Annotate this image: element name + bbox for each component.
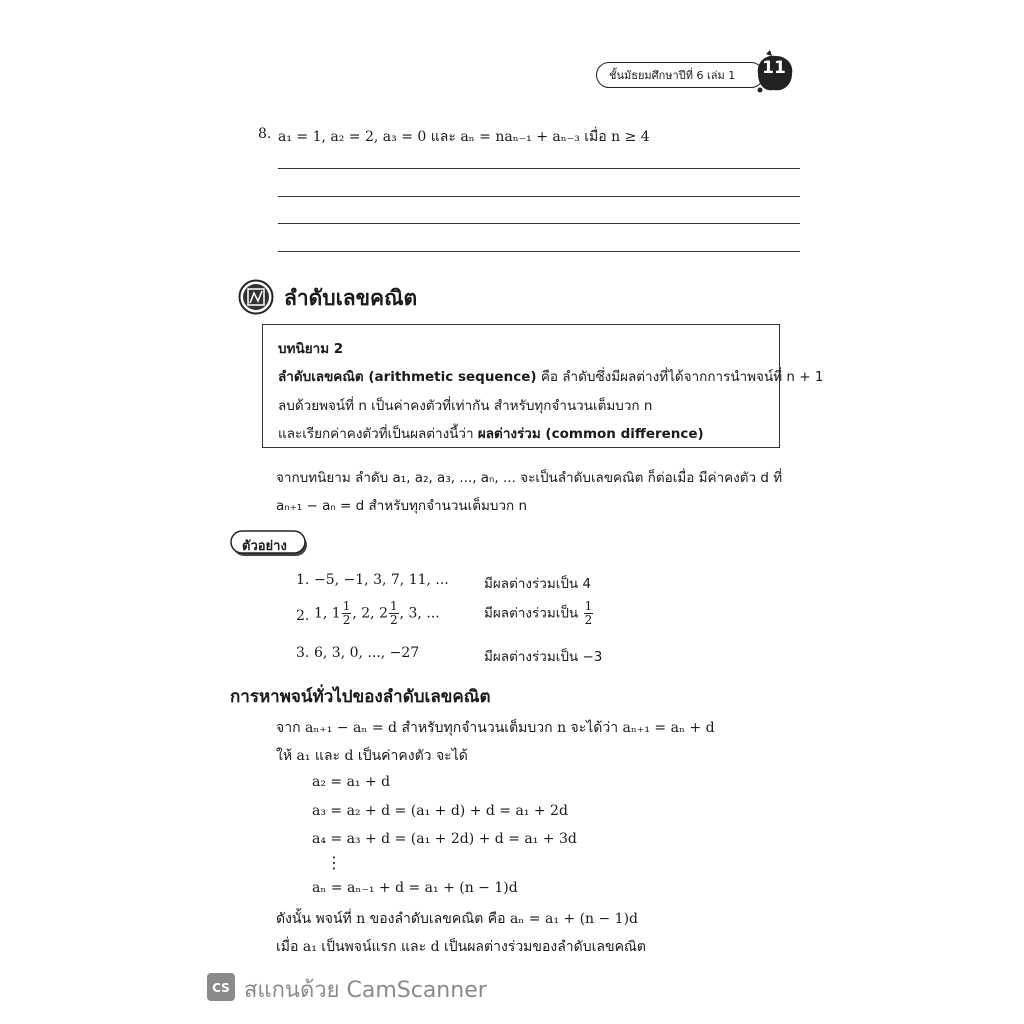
definition-line-3 <box>278 422 704 444</box>
example-number: 2. <box>296 608 310 624</box>
page-number: 11 <box>762 58 786 78</box>
definition-line-3-text: และเรียกค่าคงตัวที่เป็นผลต่างนี้ว่า <box>278 426 478 442</box>
svg-text:CS: CS <box>212 981 230 995</box>
example-sequence: 6, 3, 0, ..., −27 <box>314 645 420 661</box>
camscanner-watermark: สแกนด้วย CamScanner <box>244 978 487 1003</box>
fraction: $\frac{1}{2}$ <box>584 599 593 627</box>
section-title: ลำดับเลขคณิต <box>284 286 418 310</box>
camscanner-logo <box>206 972 236 1002</box>
example-description: มีผลต่างร่วมเป็น $\frac{1}{2}$ <box>484 599 593 627</box>
definition-heading: บทนิยาม 2 <box>278 341 344 357</box>
answer-line <box>278 251 800 252</box>
definition-line-1 <box>278 365 823 387</box>
example-description: มีผลต่างร่วมเป็น 4 <box>484 576 592 592</box>
fraction: $\frac{1}{2}$ <box>389 599 398 627</box>
page-number-badge <box>752 50 796 94</box>
example-number: 1. <box>296 572 310 588</box>
general-term-title: การหาพจน์ทั่วไปของลำดับเลขคณิต <box>230 687 491 707</box>
definition-line-1-text: คือ ลำดับซึ่งมีผลต่างที่ได้จากการนำพจน์ที่ n + 1 <box>536 369 824 385</box>
example-sequence: 1, 1 $\frac{1}{2}$ , 2, 2 $\frac{1}{2}$ , 3, ... <box>314 599 440 627</box>
section-emblem-icon <box>238 279 274 315</box>
derivation-step: a₄ = a₃ + d = (a₁ + 2d) + d = a₁ + 3d <box>312 831 577 847</box>
general-term-intro-1: จาก aₙ₊₁ − aₙ = d สำหรับทุกจำนวนเต็มบวก n จะได้ว่า aₙ₊₁ = aₙ + d <box>276 720 715 736</box>
example-badge-label: ตัวอย่าง <box>242 539 287 554</box>
conclusion-line-2: เมื่อ a₁ เป็นพจน์แรก และ d เป็นผลต่างร่วมของลำดับเลขคณิต <box>276 939 647 955</box>
answer-line <box>278 223 800 224</box>
example-description: มีผลต่างร่วมเป็น −3 <box>484 649 603 665</box>
explanation-line-2: aₙ₊₁ − aₙ = d สำหรับทุกจำนวนเต็มบวก n <box>276 498 528 514</box>
example-sequence: −5, −1, 3, 7, 11, ... <box>314 572 449 588</box>
book-title: ชั้นมัธยมศึกษาปีที่ 6 เล่ม 1 <box>609 69 736 82</box>
exercise-statement: a₁ = 1, a₂ = 2, a₃ = 0 และ aₙ = naₙ₋₁ + aₙ₋₃ เมื่อ n ≥ 4 <box>278 129 650 145</box>
book-title-header <box>596 62 764 88</box>
definition-term: ลำดับเลขคณิต (arithmetic sequence) <box>278 369 537 385</box>
example-number: 3. <box>296 645 310 661</box>
derivation-step: a₃ = a₂ + d = (a₁ + d) + d = a₁ + 2d <box>312 803 568 819</box>
conclusion-line-1: ดังนั้น พจน์ที่ n ของลำดับเลขคณิต คือ aₙ = a₁ + (n − 1)d <box>276 911 639 927</box>
answer-line <box>278 168 800 169</box>
definition-line-2: ลบด้วยพจน์ที่ n เป็นค่าคงตัวที่เท่ากัน สำหรับทุกจำนวนเต็มบวก n <box>278 398 653 414</box>
common-difference-term: ผลต่างร่วม (common difference) <box>477 426 704 442</box>
derivation-step: aₙ = aₙ₋₁ + d = a₁ + (n − 1)d <box>312 880 518 896</box>
general-term-intro-2: ให้ a₁ และ d เป็นค่าคงตัว จะได้ <box>276 748 468 764</box>
vertical-ellipsis: ⋮ <box>326 853 342 872</box>
fraction: $\frac{1}{2}$ <box>342 599 351 627</box>
explanation-line-1: จากบทนิยาม ลำดับ a₁, a₂, a₃, ..., aₙ, ... จะเป็นลำดับเลขคณิต ก็ต่อเมื่อ มีค่าคงตัว d ที่ <box>276 470 783 486</box>
derivation-step: a₂ = a₁ + d <box>312 774 391 790</box>
exercise-number: 8. <box>258 126 272 142</box>
answer-line <box>278 196 800 197</box>
